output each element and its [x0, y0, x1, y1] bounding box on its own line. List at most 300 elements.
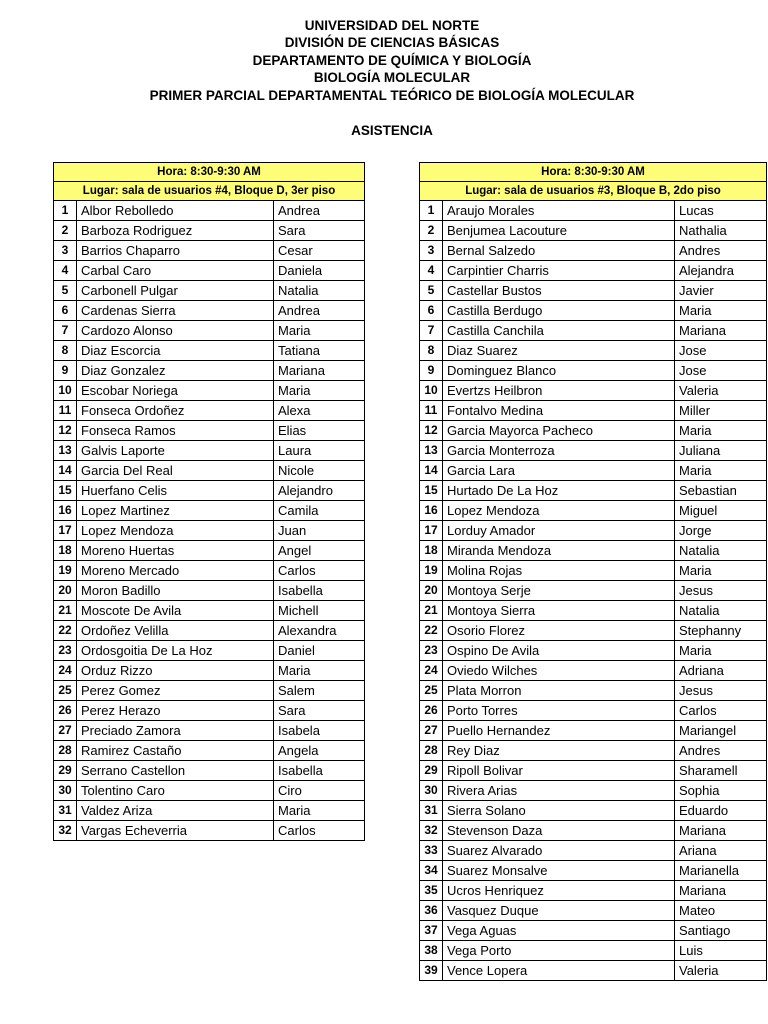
table-row — [420, 781, 767, 801]
surname-cell: Vence Lopera — [443, 961, 675, 981]
table-row — [54, 821, 365, 841]
surname-cell: Lorduy Amador — [443, 521, 675, 541]
given-name-cell: Maria — [274, 321, 365, 341]
given-name-cell: Andrea — [274, 301, 365, 321]
table-row — [54, 741, 365, 761]
row-number: 17 — [54, 521, 77, 541]
table-row — [54, 201, 365, 221]
table-row — [420, 301, 767, 321]
given-name-cell: Ariana — [675, 841, 767, 861]
surname-cell: Araujo Morales — [443, 201, 675, 221]
row-number: 5 — [420, 281, 443, 301]
row-number: 34 — [420, 861, 443, 881]
table-row — [420, 221, 767, 241]
row-number: 4 — [54, 261, 77, 281]
row-number: 1 — [54, 201, 77, 221]
surname-cell: Garcia Mayorca Pacheco — [443, 421, 675, 441]
surname-cell: Ucros Henriquez — [443, 881, 675, 901]
given-name-cell: Mariana — [675, 881, 767, 901]
given-name-cell: Maria — [274, 381, 365, 401]
table-row — [420, 621, 767, 641]
surname-cell: Vasquez Duque — [443, 901, 675, 921]
row-number: 22 — [420, 621, 443, 641]
row-number: 26 — [420, 701, 443, 721]
row-number: 4 — [420, 261, 443, 281]
row-number: 28 — [54, 741, 77, 761]
given-name-cell: Sharamell — [675, 761, 767, 781]
given-name-cell: Juan — [274, 521, 365, 541]
table-row — [54, 781, 365, 801]
table-row — [54, 801, 365, 821]
exam-title: PRIMER PARCIAL DEPARTAMENTAL TEÓRICO DE BIOLOGÍA MOLECULAR — [149, 87, 635, 103]
row-number: 20 — [54, 581, 77, 601]
surname-cell: Cardozo Alonso — [77, 321, 274, 341]
row-number: 35 — [420, 881, 443, 901]
given-name-cell: Natalia — [274, 281, 365, 301]
surname-cell: Evertzs Heilbron — [443, 381, 675, 401]
row-number: 6 — [420, 301, 443, 321]
row-number: 32 — [54, 821, 77, 841]
given-name-cell: Stephanny — [675, 621, 767, 641]
surname-cell: Carpintier Charris — [443, 261, 675, 281]
given-name-cell: Camila — [274, 501, 365, 521]
table-row — [54, 761, 365, 781]
given-name-cell: Daniela — [274, 261, 365, 281]
surname-cell: Moreno Huertas — [77, 541, 274, 561]
given-name-cell: Andrea — [274, 201, 365, 221]
table-row — [54, 581, 365, 601]
table-row — [420, 841, 767, 861]
row-number: 31 — [54, 801, 77, 821]
given-name-cell: Angel — [274, 541, 365, 561]
surname-cell: Diaz Gonzalez — [77, 361, 274, 381]
row-number: 7 — [420, 321, 443, 341]
time-header-row — [54, 163, 365, 182]
given-name-cell: Mariana — [675, 821, 767, 841]
table-row — [54, 281, 365, 301]
surname-cell: Carbonell Pulgar — [77, 281, 274, 301]
surname-cell: Carbal Caro — [77, 261, 274, 281]
given-name-cell: Sara — [274, 701, 365, 721]
row-number: 24 — [420, 661, 443, 681]
given-name-cell: Salem — [274, 681, 365, 701]
surname-cell: Moreno Mercado — [77, 561, 274, 581]
row-number: 39 — [420, 961, 443, 981]
row-number: 14 — [54, 461, 77, 481]
row-number: 17 — [420, 521, 443, 541]
row-number: 20 — [420, 581, 443, 601]
surname-cell: Fonseca Ordoñez — [77, 401, 274, 421]
table-row — [54, 541, 365, 561]
table-row — [54, 401, 365, 421]
table-row — [54, 381, 365, 401]
row-number: 38 — [420, 941, 443, 961]
surname-cell: Valdez Ariza — [77, 801, 274, 821]
given-name-cell: Alejandro — [274, 481, 365, 501]
surname-cell: Escobar Noriega — [77, 381, 274, 401]
given-name-cell: Tatiana — [274, 341, 365, 361]
table-row — [420, 641, 767, 661]
given-name-cell: Adriana — [675, 661, 767, 681]
table-row — [420, 821, 767, 841]
row-number: 31 — [420, 801, 443, 821]
surname-cell: Diaz Escorcia — [77, 341, 274, 361]
given-name-cell: Jesus — [675, 681, 767, 701]
row-number: 5 — [54, 281, 77, 301]
row-number: 6 — [54, 301, 77, 321]
table-row — [54, 241, 365, 261]
table-row — [54, 461, 365, 481]
given-name-cell: Mariana — [675, 321, 767, 341]
given-name-cell: Carlos — [675, 701, 767, 721]
row-number: 12 — [420, 421, 443, 441]
table-row — [54, 261, 365, 281]
given-name-cell: Jesus — [675, 581, 767, 601]
row-number: 2 — [420, 221, 443, 241]
surname-cell: Montoya Serje — [443, 581, 675, 601]
given-name-cell: Maria — [675, 461, 767, 481]
row-number: 9 — [54, 361, 77, 381]
time-header: Hora: 8:30-9:30 AM — [420, 163, 767, 182]
table-row — [54, 641, 365, 661]
table-row — [54, 621, 365, 641]
surname-cell: Fonseca Ramos — [77, 421, 274, 441]
given-name-cell: Carlos — [274, 561, 365, 581]
given-name-cell: Carlos — [274, 821, 365, 841]
given-name-cell: Elias — [274, 421, 365, 441]
surname-cell: Ramirez Castaño — [77, 741, 274, 761]
given-name-cell: Jose — [675, 341, 767, 361]
table-row — [54, 321, 365, 341]
table-row — [420, 441, 767, 461]
row-number: 29 — [420, 761, 443, 781]
surname-cell: Cardenas Sierra — [77, 301, 274, 321]
given-name-cell: Nicole — [274, 461, 365, 481]
given-name-cell: Sara — [274, 221, 365, 241]
table-row — [54, 521, 365, 541]
surname-cell: Fontalvo Medina — [443, 401, 675, 421]
surname-cell: Suarez Alvarado — [443, 841, 675, 861]
row-number: 11 — [420, 401, 443, 421]
table-row — [420, 201, 767, 221]
given-name-cell: Isabela — [274, 721, 365, 741]
surname-cell: Diaz Suarez — [443, 341, 675, 361]
given-name-cell: Miguel — [675, 501, 767, 521]
table-row — [420, 261, 767, 281]
row-number: 28 — [420, 741, 443, 761]
surname-cell: Oviedo Wilches — [443, 661, 675, 681]
given-name-cell: Cesar — [274, 241, 365, 261]
row-number: 30 — [54, 781, 77, 801]
row-number: 10 — [420, 381, 443, 401]
surname-cell: Lopez Mendoza — [443, 501, 675, 521]
location-header-row — [420, 182, 767, 201]
row-number: 8 — [54, 341, 77, 361]
row-number: 24 — [54, 661, 77, 681]
surname-cell: Garcia Monterroza — [443, 441, 675, 461]
surname-cell: Bernal Salzedo — [443, 241, 675, 261]
given-name-cell: Isabella — [274, 761, 365, 781]
row-number: 37 — [420, 921, 443, 941]
row-number: 3 — [54, 241, 77, 261]
department-title: DEPARTAMENTO DE QUÍMICA Y BIOLOGÍA — [252, 52, 532, 68]
table-row — [420, 961, 767, 981]
table-row — [420, 521, 767, 541]
given-name-cell: Angela — [274, 741, 365, 761]
surname-cell: Huerfano Celis — [77, 481, 274, 501]
given-name-cell: Mateo — [675, 901, 767, 921]
given-name-cell: Valeria — [675, 381, 767, 401]
surname-cell: Porto Torres — [443, 701, 675, 721]
given-name-cell: Andres — [675, 241, 767, 261]
surname-cell: Castilla Canchila — [443, 321, 675, 341]
given-name-cell: Lucas — [675, 201, 767, 221]
document-header — [0, 17, 768, 138]
table-row — [420, 281, 767, 301]
surname-cell: Dominguez Blanco — [443, 361, 675, 381]
surname-cell: Rey Diaz — [443, 741, 675, 761]
given-name-cell: Mariangel — [675, 721, 767, 741]
row-number: 19 — [54, 561, 77, 581]
surname-cell: Barboza Rodriguez — [77, 221, 274, 241]
table-row — [420, 361, 767, 381]
row-number: 22 — [54, 621, 77, 641]
given-name-cell: Eduardo — [675, 801, 767, 821]
surname-cell: Garcia Del Real — [77, 461, 274, 481]
location-header: Lugar: sala de usuarios #4, Bloque D, 3er piso — [54, 182, 365, 201]
surname-cell: Moron Badillo — [77, 581, 274, 601]
given-name-cell: Maria — [675, 421, 767, 441]
given-name-cell: Mariana — [274, 361, 365, 381]
given-name-cell: Valeria — [675, 961, 767, 981]
row-number: 18 — [54, 541, 77, 561]
surname-cell: Benjumea Lacouture — [443, 221, 675, 241]
surname-cell: Castellar Bustos — [443, 281, 675, 301]
given-name-cell: Alexa — [274, 401, 365, 421]
row-number: 13 — [54, 441, 77, 461]
table-row — [420, 721, 767, 741]
surname-cell: Suarez Monsalve — [443, 861, 675, 881]
row-number: 21 — [420, 601, 443, 621]
table-row — [420, 581, 767, 601]
row-number: 9 — [420, 361, 443, 381]
surname-cell: Osorio Florez — [443, 621, 675, 641]
table-row — [54, 421, 365, 441]
table-row — [54, 221, 365, 241]
table-row — [54, 441, 365, 461]
given-name-cell: Sebastian — [675, 481, 767, 501]
table-row — [420, 741, 767, 761]
time-header: Hora: 8:30-9:30 AM — [54, 163, 365, 182]
row-number: 14 — [420, 461, 443, 481]
surname-cell: Puello Hernandez — [443, 721, 675, 741]
location-header: Lugar: sala de usuarios #3, Bloque B, 2do piso — [420, 182, 767, 201]
row-number: 19 — [420, 561, 443, 581]
row-number: 29 — [54, 761, 77, 781]
row-number: 23 — [54, 641, 77, 661]
table-row — [54, 501, 365, 521]
surname-cell: Barrios Chaparro — [77, 241, 274, 261]
given-name-cell: Miller — [675, 401, 767, 421]
surname-cell: Rivera Arias — [443, 781, 675, 801]
surname-cell: Plata Morron — [443, 681, 675, 701]
row-number: 36 — [420, 901, 443, 921]
given-name-cell: Marianella — [675, 861, 767, 881]
surname-cell: Vargas Echeverria — [77, 821, 274, 841]
table-row — [420, 801, 767, 821]
surname-cell: Serrano Castellon — [77, 761, 274, 781]
university-title: UNIVERSIDAD DEL NORTE — [304, 18, 480, 33]
attendance-table-room-3 — [419, 162, 767, 981]
row-number: 15 — [54, 481, 77, 501]
surname-cell: Hurtado De La Hoz — [443, 481, 675, 501]
row-number: 27 — [54, 721, 77, 741]
table-row — [420, 321, 767, 341]
attendance-title: ASISTENCIA — [351, 123, 433, 139]
given-name-cell: Natalia — [675, 541, 767, 561]
given-name-cell: Maria — [675, 641, 767, 661]
given-name-cell: Laura — [274, 441, 365, 461]
table-row — [420, 861, 767, 881]
surname-cell: Tolentino Caro — [77, 781, 274, 801]
surname-cell: Montoya Sierra — [443, 601, 675, 621]
given-name-cell: Natalia — [675, 601, 767, 621]
time-header-row — [420, 163, 767, 182]
row-number: 8 — [420, 341, 443, 361]
surname-cell: Lopez Martinez — [77, 501, 274, 521]
table-row — [420, 901, 767, 921]
row-number: 13 — [420, 441, 443, 461]
surname-cell: Lopez Mendoza — [77, 521, 274, 541]
given-name-cell: Sophia — [675, 781, 767, 801]
given-name-cell: Daniel — [274, 641, 365, 661]
row-number: 10 — [54, 381, 77, 401]
given-name-cell: Santiago — [675, 921, 767, 941]
row-number: 27 — [420, 721, 443, 741]
given-name-cell: Andres — [675, 741, 767, 761]
course-title: BIOLOGÍA MOLECULAR — [313, 70, 471, 86]
table-row — [420, 381, 767, 401]
table-row — [54, 701, 365, 721]
surname-cell: Albor Rebolledo — [77, 201, 274, 221]
row-number: 30 — [420, 781, 443, 801]
given-name-cell: Alexandra — [274, 621, 365, 641]
given-name-cell: Maria — [675, 301, 767, 321]
table-row — [420, 481, 767, 501]
table-row — [420, 761, 767, 781]
surname-cell: Ordosgoitia De La Hoz — [77, 641, 274, 661]
table-row — [420, 561, 767, 581]
table-row — [420, 881, 767, 901]
surname-cell: Sierra Solano — [443, 801, 675, 821]
row-number: 11 — [54, 401, 77, 421]
attendance-table-room-4 — [53, 162, 365, 841]
table-row — [420, 461, 767, 481]
surname-cell: Molina Rojas — [443, 561, 675, 581]
surname-cell: Preciado Zamora — [77, 721, 274, 741]
surname-cell: Miranda Mendoza — [443, 541, 675, 561]
given-name-cell: Maria — [675, 561, 767, 581]
surname-cell: Castilla Berdugo — [443, 301, 675, 321]
row-number: 33 — [420, 841, 443, 861]
table-row — [54, 601, 365, 621]
row-number: 23 — [420, 641, 443, 661]
row-number: 25 — [54, 681, 77, 701]
surname-cell: Ripoll Bolivar — [443, 761, 675, 781]
surname-cell: Garcia Lara — [443, 461, 675, 481]
table-row — [420, 921, 767, 941]
given-name-cell: Jorge — [675, 521, 767, 541]
given-name-cell: Michell — [274, 601, 365, 621]
given-name-cell: Ciro — [274, 781, 365, 801]
table-row — [54, 561, 365, 581]
surname-cell: Vega Aguas — [443, 921, 675, 941]
given-name-cell: Juliana — [675, 441, 767, 461]
row-number: 16 — [420, 501, 443, 521]
row-number: 25 — [420, 681, 443, 701]
given-name-cell: Maria — [274, 661, 365, 681]
surname-cell: Galvis Laporte — [77, 441, 274, 461]
surname-cell: Perez Herazo — [77, 701, 274, 721]
table-row — [54, 681, 365, 701]
surname-cell: Stevenson Daza — [443, 821, 675, 841]
row-number: 16 — [54, 501, 77, 521]
table-row — [54, 721, 365, 741]
table-row — [420, 601, 767, 621]
table-row — [54, 481, 365, 501]
given-name-cell: Javier — [675, 281, 767, 301]
table-row — [420, 941, 767, 961]
surname-cell: Orduz Rizzo — [77, 661, 274, 681]
location-header-row — [54, 182, 365, 201]
row-number: 18 — [420, 541, 443, 561]
row-number: 2 — [54, 221, 77, 241]
row-number: 1 — [420, 201, 443, 221]
table-row — [420, 501, 767, 521]
table-row — [54, 661, 365, 681]
table-row — [420, 421, 767, 441]
table-row — [420, 661, 767, 681]
surname-cell: Perez Gomez — [77, 681, 274, 701]
division-title: DIVISIÓN DE CIENCIAS BÁSICAS — [284, 35, 500, 51]
row-number: 21 — [54, 601, 77, 621]
surname-cell: Vega Porto — [443, 941, 675, 961]
table-row — [420, 541, 767, 561]
given-name-cell: Luis — [675, 941, 767, 961]
given-name-cell: Maria — [274, 801, 365, 821]
surname-cell: Moscote De Avila — [77, 601, 274, 621]
row-number: 12 — [54, 421, 77, 441]
given-name-cell: Alejandra — [675, 261, 767, 281]
row-number: 3 — [420, 241, 443, 261]
given-name-cell: Jose — [675, 361, 767, 381]
table-row — [54, 341, 365, 361]
table-row — [420, 681, 767, 701]
given-name-cell: Nathalia — [675, 221, 767, 241]
surname-cell: Ospino De Avila — [443, 641, 675, 661]
table-row — [54, 301, 365, 321]
row-number: 7 — [54, 321, 77, 341]
given-name-cell: Isabella — [274, 581, 365, 601]
table-row — [420, 701, 767, 721]
table-row — [420, 401, 767, 421]
row-number: 26 — [54, 701, 77, 721]
table-row — [420, 341, 767, 361]
surname-cell: Ordoñez Velilla — [77, 621, 274, 641]
row-number: 15 — [420, 481, 443, 501]
table-row — [420, 241, 767, 261]
table-row — [54, 361, 365, 381]
